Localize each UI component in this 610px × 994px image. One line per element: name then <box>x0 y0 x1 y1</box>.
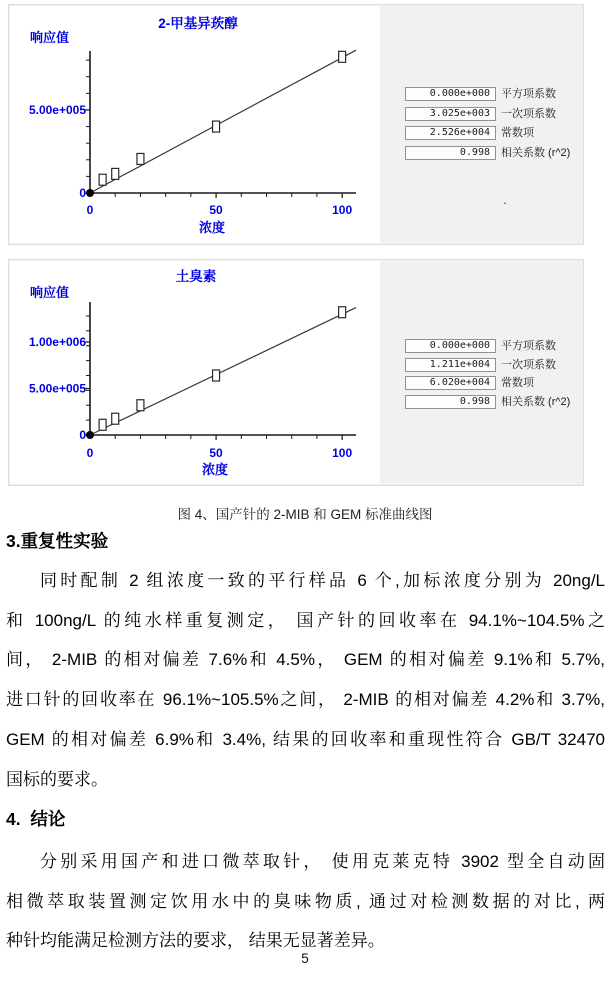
coefficient-label: 一次项系数 <box>501 358 556 371</box>
paragraph-line: 间， 2-MIB 的相对偏差 7.6%和 4.5%， GEM 的相对偏差 9.1%和 5.7%, <box>6 650 605 670</box>
data-point-marker <box>137 153 144 164</box>
x-tick-label: 0 <box>86 203 94 217</box>
data-point-marker <box>339 51 346 62</box>
section-heading: 3.重复性实验 <box>6 531 109 551</box>
data-point-marker <box>99 419 106 430</box>
data-point-marker <box>112 168 119 179</box>
x-tick-label: 0 <box>86 446 94 460</box>
trend-line <box>90 308 356 435</box>
paragraph-line: 分别采用国产和进口微萃取针， 使用克莱克特 3902 型全自动固 <box>40 852 605 871</box>
data-point-marker <box>213 370 220 381</box>
coefficient-value-box: 0.998 <box>405 146 496 160</box>
coefficient-label: 平方项系数 <box>501 88 556 100</box>
coefficient-value-box: 1.211e+004 <box>405 358 496 372</box>
data-point-marker <box>137 400 144 411</box>
y-tick-label: 0 <box>79 428 86 442</box>
origin-dot <box>86 189 94 197</box>
origin-dot <box>86 431 94 439</box>
x-axis-label: 浓度 <box>198 220 226 235</box>
paragraph-line: GEM 的相对偏差 6.9%和 3.4%, 结果的回收率和重现性符合 GB/T 32470 <box>6 729 605 749</box>
data-point-marker <box>339 307 346 318</box>
y-tick-label: 5.00e+005 <box>28 102 86 117</box>
y-tick-label: 0 <box>79 186 86 200</box>
paragraph-line: 相微萃取装置测定饮用水中的臭味物质, 通过对检测数据的对比, 两 <box>6 891 605 911</box>
stray-dot: . <box>503 191 507 207</box>
coefficient-value-box: 0.998 <box>405 395 496 409</box>
plot-area-2mib <box>10 6 380 243</box>
calibration-chart-gem-icon <box>10 261 380 484</box>
coefficient-value-box: 6.020e+004 <box>405 376 496 390</box>
paragraph-line: 和 100ng/L 的纯水样重复测定， 国产针的回收率在 94.1%~104.5%之 <box>6 610 605 630</box>
x-tick-label: 100 <box>332 446 353 460</box>
plot-area-gem <box>10 261 380 484</box>
y-axis-label: 响应值 <box>30 285 70 300</box>
figure-caption: 图 4、国产针的 2-MIB 和 GEM 标准曲线图 <box>177 507 433 522</box>
coefficient-label: 常数项 <box>501 127 534 139</box>
coefficient-label: 相关系数 (r^2) <box>501 146 571 159</box>
coefficient-label: 常数项 <box>501 377 534 390</box>
paragraph-line: 种针均能满足检测方法的要求， 结果无显著差异。 <box>6 931 385 951</box>
y-tick-label: 1.00e+006 <box>28 334 86 349</box>
calibration-chart-2mib-icon <box>10 6 380 243</box>
x-tick-label: 50 <box>209 203 223 217</box>
page-number: 5 <box>301 951 309 966</box>
section-heading: 4. 结论 <box>6 809 66 829</box>
data-point-marker <box>99 174 106 185</box>
chart-title: 土臭素 <box>175 269 217 284</box>
trend-line <box>90 50 356 193</box>
paragraph-line: 进口针的回收率在 96.1%~105.5%之间， 2-MIB 的相对偏差 4.2%和 3.7%, <box>6 690 605 710</box>
paragraph-line: 同时配制 2 组浓度一致的平行样品 6 个,加标浓度分别为 20ng/L <box>40 571 605 590</box>
coefficient-label: 相关系数 (r^2) <box>501 395 571 408</box>
y-tick-label: 5.00e+005 <box>28 381 86 396</box>
data-point-marker <box>112 413 119 424</box>
figure-panel-gem <box>8 259 584 486</box>
coefficient-label: 平方项系数 <box>501 340 556 352</box>
coefficient-value-box: 3.025e+003 <box>405 107 496 121</box>
x-tick-label: 100 <box>332 203 353 217</box>
x-axis-label: 浓度 <box>201 462 229 477</box>
x-tick-label: 50 <box>209 446 223 460</box>
coefficient-label: 一次项系数 <box>501 107 556 120</box>
coefficient-value-box: 0.000e+000 <box>405 339 496 353</box>
coefficient-value-box: 2.526e+004 <box>405 126 496 140</box>
chart-title: 2-甲基异莰醇 <box>158 16 238 31</box>
coefficient-value-box: 0.000e+000 <box>405 87 496 101</box>
figure-panel-2mib <box>8 4 584 245</box>
y-axis-label: 响应值 <box>30 30 70 45</box>
paragraph-line: 国标的要求。 <box>6 769 108 789</box>
data-point-marker <box>213 121 220 132</box>
